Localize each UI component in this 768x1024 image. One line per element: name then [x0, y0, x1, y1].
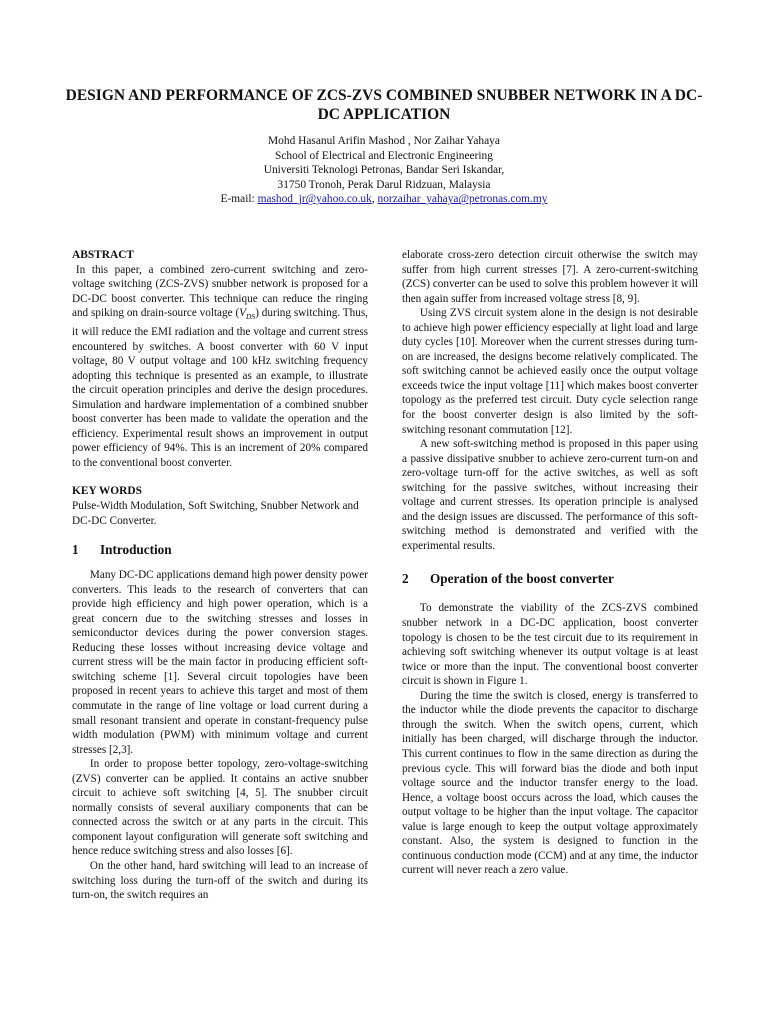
left-column	[72, 248, 368, 903]
email-link-2[interactable]: norzaihar_yahaya@petronas.com.my	[377, 193, 548, 206]
section-1-paragraph-1: Many DC-DC applications demand high power density power converters. This leads to the research of converters that can provide high efficiency and high power operation, which is a great concern due to the switching stresses and losses in semiconductor devices during the power conversion stages. Reducing these losses without increasing device voltage and current stress will be the main factor in producing efficient soft-switching scheme [1]. Several circuit topologies have been proposed in recent years to achieve this target and most of them commutate in the range of line voltage or load current during a small resonant transient and operate in constant-frequency pulse width modulation (PWM) with minimum voltage and current stresses [2,3].	[72, 569, 368, 756]
abstract-heading: ABSTRACT	[72, 249, 135, 261]
abstract-text	[72, 263, 368, 471]
abstract-text-a: In this paper, a combined zero-current switching and zero-voltage switching (ZCS-ZVS) snubber network is proposed for a DC-DC boost converter. This technique can reduce the ringing and spiking on drain-source voltage (	[72, 263, 368, 320]
abstract-text-b: ) during switching. Thus, it will reduce the EMI radiation and the voltage and current stress encountered by switches. A boost converter with 60 V input voltage, 80 V output voltage and 100 kHz switching frequency adopting this technique is presented as an example, to illustrate the circuit operation principles and derive the design procedures. Simulation and hardware implementation of a combined snubber boost converter has been made to validate the operation and the efficiency. Experimental result shows an improvement in output power efficiency of 94%. This is an increment of 20% compared to the conventional boost converter.	[72, 307, 368, 469]
section-1-paragraph-4: Using ZVS circuit system alone in the design is not desirable to achieve high power efficiency especially at light load and large duty cycles [10]. Moreover when the current stresses during turn-on are increased, the designs become relatively complicated. The soft switching cannot be achieved easily once the output voltage exceeds twice the input voltage [11] which makes boost converter topology as the preferred test circuit. Duty cycle selection range for the boost converter design is also limited by the soft-switching resonant commutation [12].	[402, 307, 698, 436]
email-label: E-mail:	[220, 193, 258, 206]
affiliation-line-1: School of Electrical and Electronic Engineering	[275, 149, 493, 162]
affiliation-line-3: 31750 Tronoh, Perak Darul Ridzuan, Malaysia	[277, 178, 491, 191]
section-1-number: 1	[72, 542, 79, 558]
section-1-paragraph-5: A new soft-switching method is proposed in this paper using a passive dissipative snubber to achieve zero-current turn-on and zero-voltage turn-off for the active switches, as well as soft switching for the passive switches, without increasing their voltage and current stresses. Its operation principle is analysed and the design issues are discussed. The performance of this soft-switching method is demonstrated and verified with the experimental results.	[402, 438, 698, 552]
email-link-1[interactable]: mashod_jr@yahoo.co.uk	[257, 193, 372, 206]
keywords-heading: KEY WORDS	[72, 485, 142, 498]
author-names: Mohd Hasanul Arifin Mashod , Nor Zaihar Yahaya	[268, 135, 500, 147]
keywords-text: Pulse-Width Modulation, Soft Switching, Snubber Network and DC-DC Converter.	[72, 499, 359, 527]
section-1-paragraph-3-continued: elaborate cross-zero detection circuit otherwise the switch may suffer from high current stresses [7]. A zero-current-switching (ZCS) converter can be used to solve this problem however it will then again suffer from increased voltage stress [8, 9].	[402, 249, 698, 305]
section-1-paragraph-2: In order to propose better topology, zero-voltage-switching (ZVS) converter can be applied. It contains an active snubber circuit to achieve soft switching [4, 5]. The snubber circuit normally consists of several auxiliary components that can be connected across the switch or at any parts in the circuit. This component layout configuration will generate soft switching and hence reduce switching stress and also losses [6].	[72, 758, 368, 858]
section-2-heading	[402, 571, 698, 587]
section-2-paragraph-2: During the time the switch is closed, energy is transferred to the inductor while the diode prevents the capacitor to discharge through the switch. When the switch opens, current, which initially has been charged, will discharge through the inductor. This current continues to flow in the same direction as during the previous cycle. This will forward bias the diode and both input voltage source and the inductor transfer energy to the load. Hence, a voltage boost occurs across the load, which causes the output voltage to be higher than the input voltage. The capacitor value is large enough to keep the output voltage approximately constant. Also, the system is designed to function in the continuous conduction mode (CCM) and at any time, the inductor current will never reach a zero value.	[402, 689, 698, 877]
right-column	[402, 248, 698, 878]
paper-title: DESIGN AND PERFORMANCE OF ZCS-ZVS COMBINED SNUBBER NETWORK IN A DC-DC APPLICATION	[65, 87, 703, 123]
section-2-title: Operation of the boost converter	[430, 571, 614, 587]
affiliation-line-2: Universiti Teknologi Petronas, Bandar Seri Iskandar,	[263, 164, 505, 177]
section-2-paragraph-1: To demonstrate the viability of the ZCS-ZVS combined snubber network in a DC-DC application, boost converter topology is chosen to be the test circuit due to its requirement in achieving soft switching whenever its output voltage is at least twice or more than the input. The conventional boost converter circuit is shown in Figure 1.	[402, 602, 698, 688]
section-1-heading	[72, 542, 368, 558]
author-block	[100, 134, 668, 207]
email-line	[100, 192, 668, 207]
section-2-number: 2	[402, 571, 409, 587]
section-1-paragraph-3: On the other hand, hard switching will lead to an increase of switching loss during the turn-off of the switch and during its turn-on, the switch requires an	[72, 860, 368, 902]
vds-subscript: DS	[246, 312, 256, 322]
section-1-title: Introduction	[100, 542, 172, 558]
vds-symbol: V	[239, 307, 247, 320]
email-separator: ,	[371, 193, 378, 206]
